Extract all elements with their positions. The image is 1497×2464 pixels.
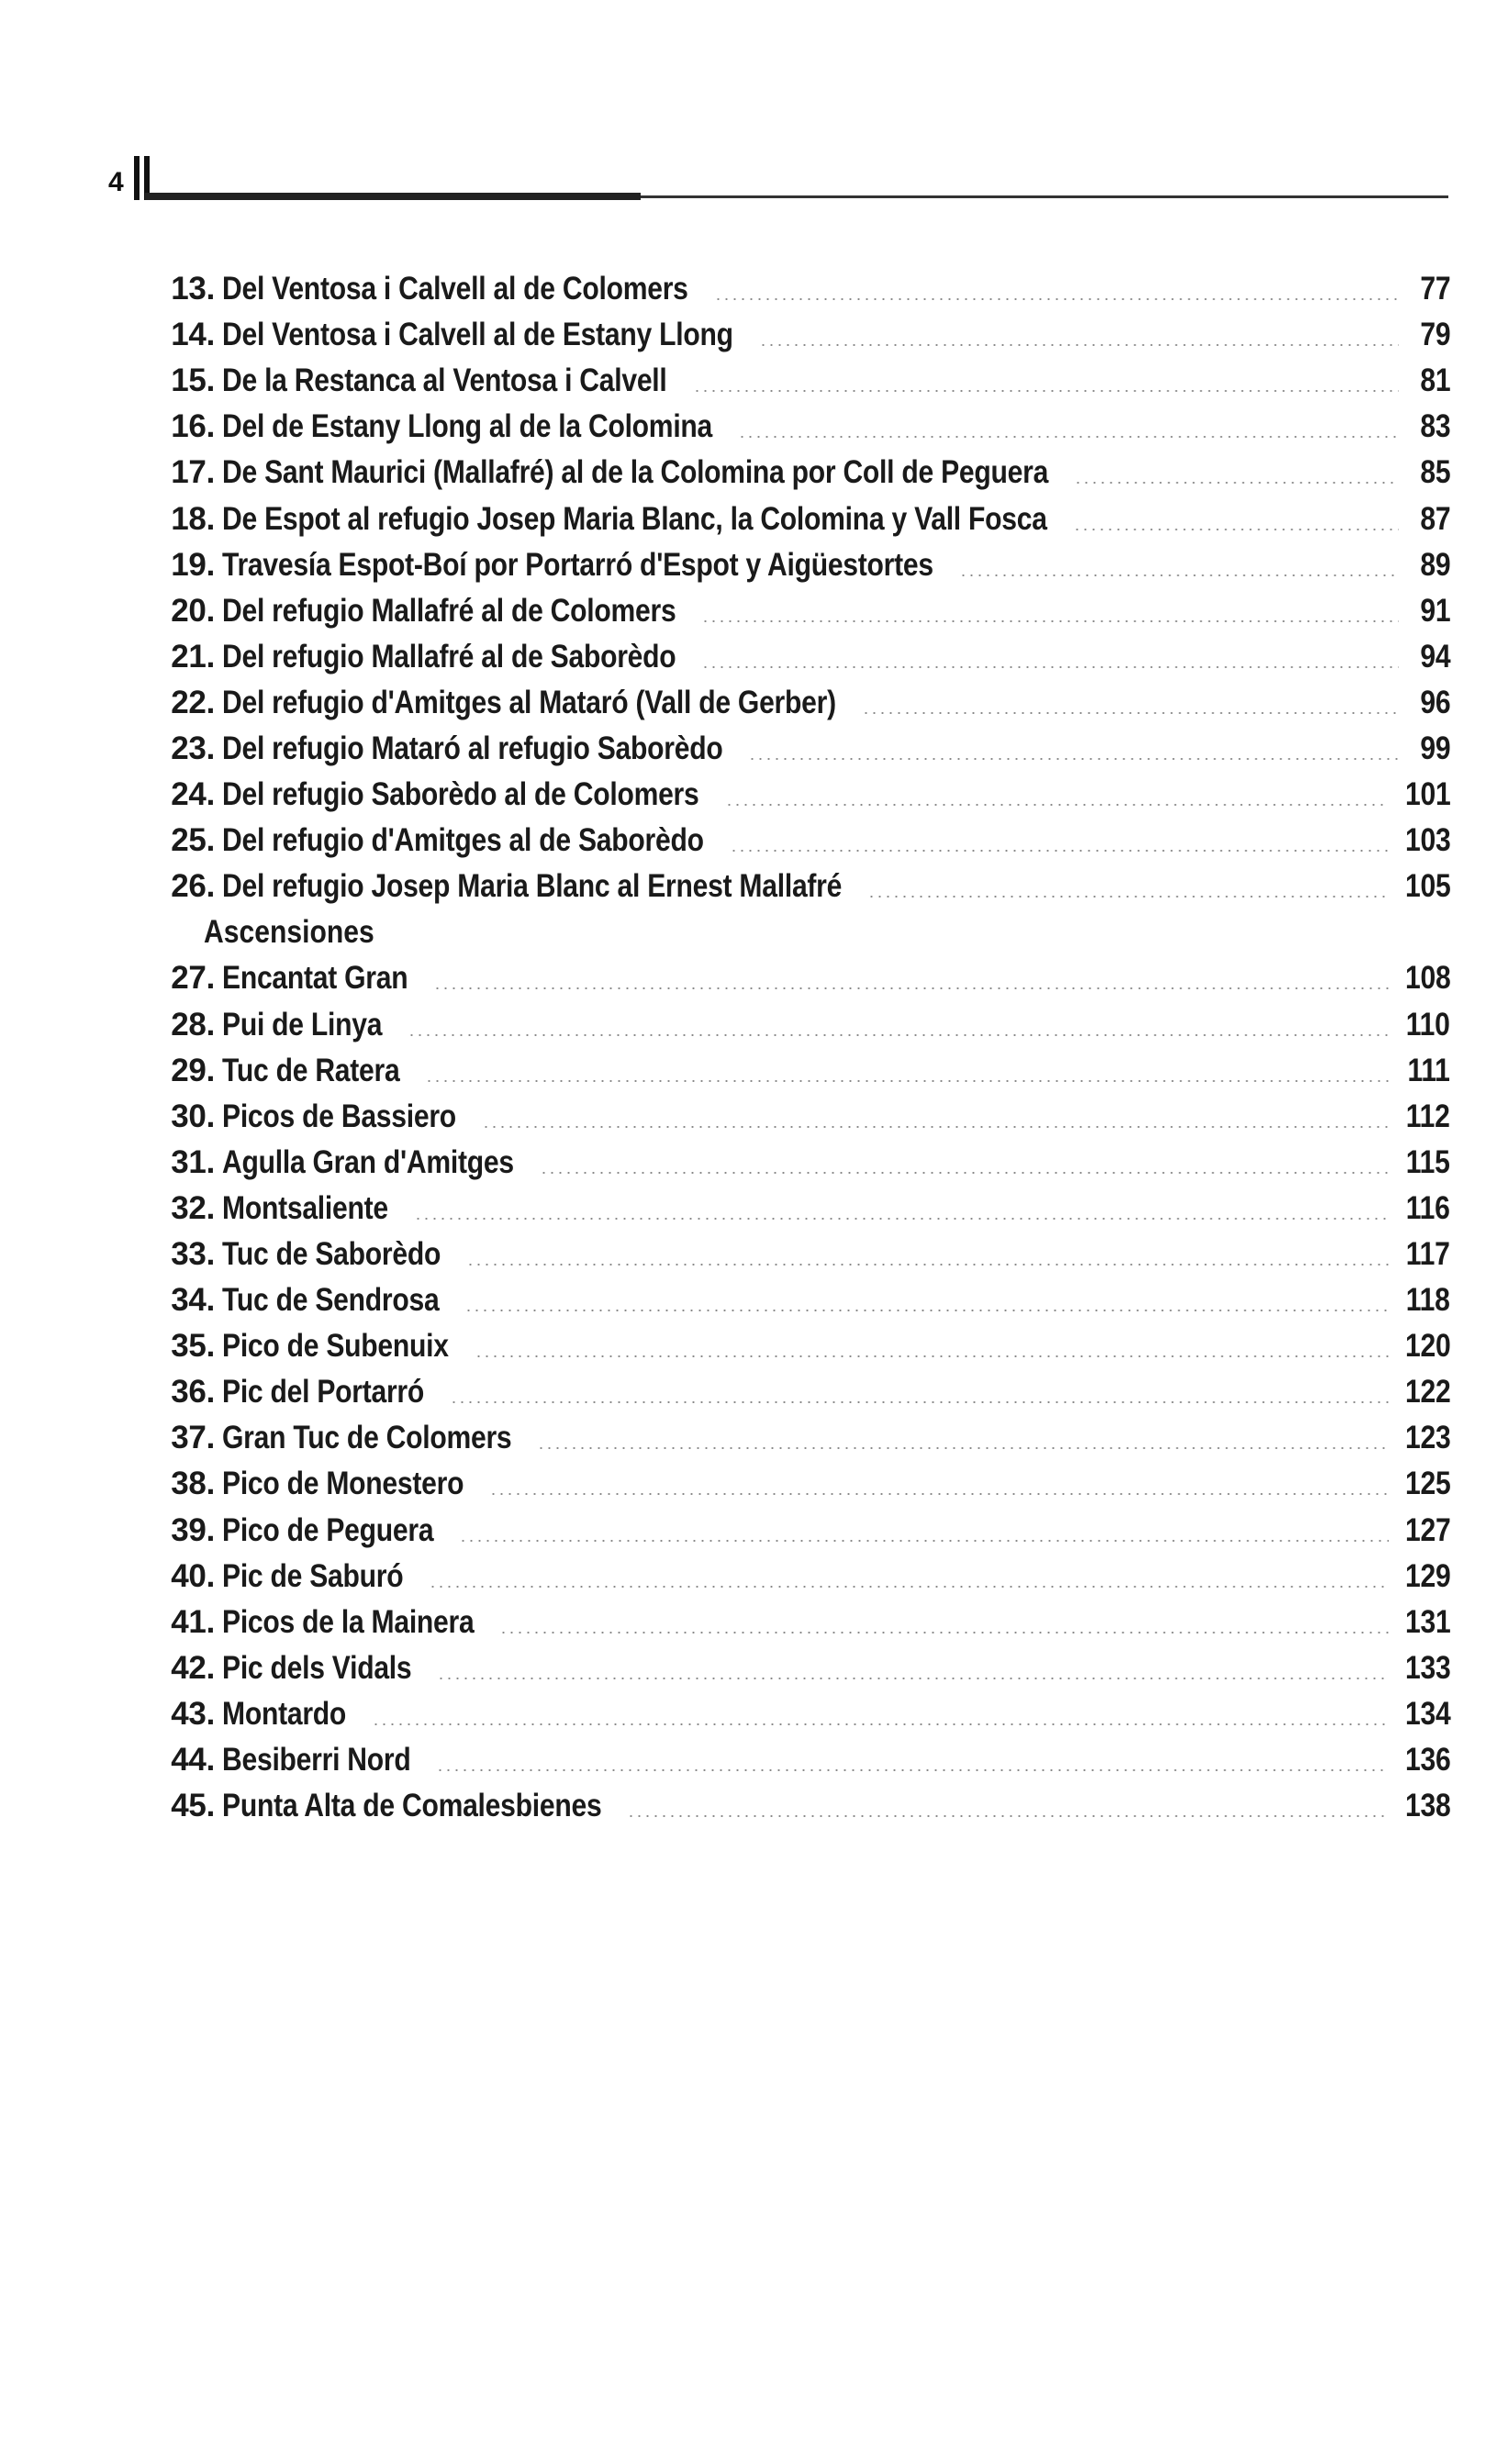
toc-entry-number: 31. [171,1143,215,1180]
toc-dot-leader [459,1540,1388,1542]
toc-entry-number: 40. [171,1557,215,1594]
toc-entry-page [1399,685,1450,721]
toc-entry-number: 24. [171,776,215,813]
toc-entry-title [215,1466,489,1502]
toc-entry-page [1389,1696,1451,1733]
toc-entry-title-text: Travesía Espot-Boí por Portarró d'Espot y Aigüestortes [222,546,933,583]
toc-dot-leader [408,1034,1390,1036]
toc-entry-number: 20. [171,592,215,629]
toc-entry-title-text: De Sant Maurici (Mallafré) al de la Colomina por Coll de Peguera [222,454,1049,491]
toc-dot-leader [540,1172,1391,1174]
toc-section-heading [156,909,1450,955]
toc-entry [156,496,1450,541]
toc-entry [156,772,1450,818]
toc-dot-leader [738,436,1399,438]
toc-entry-title [215,1144,540,1181]
toc-entry-page [1389,1604,1451,1641]
toc-dot-leader [464,1310,1390,1311]
toc-entry-title-text: Tuc de Saborèdo [222,1236,441,1273]
toc-entry-title-text: De la Restanca al Ventosa i Calvell [222,362,667,399]
toc-dot-leader [436,1769,1388,1771]
toc-entry-number: 13. [171,271,215,307]
toc-entry [156,726,1450,772]
toc-entry [156,1277,1450,1323]
toc-entry-title-text: Del de Estany Llong al de la Colomina [222,408,713,445]
page-header [108,156,1448,211]
toc-entry-page [1389,1466,1451,1502]
toc-entry-page-text: 110 [1406,1006,1450,1042]
toc-entry-page-text: 111 [1407,1052,1450,1088]
toc-entry-number: 16. [171,408,215,445]
toc-entry-page-text: 91 [1420,592,1450,629]
toc-entry [156,1461,1450,1507]
toc-entry-title-text: Montardo [222,1695,347,1732]
toc-dot-leader [730,850,1389,852]
toc-entry-page-text: 81 [1420,362,1450,399]
toc-entry-page [1390,1007,1450,1043]
toc-entry-title-text: Del Ventosa i Calvell al de Colomers [222,271,688,307]
toc-entry-number: 19. [171,546,215,583]
toc-entry-title [215,685,862,721]
toc-entry-title-text: Punta Alta de Comalesbienes [222,1788,602,1824]
toc-entry [156,358,1450,404]
toc-entry [156,1002,1450,1048]
toc-entry-page [1399,730,1450,767]
toc-entry [156,1415,1450,1461]
toc-entry-page-text: 112 [1406,1098,1450,1134]
toc-dot-leader [433,987,1388,989]
toc-entry-title [215,1236,466,1273]
toc-entry-page-text: 122 [1404,1374,1450,1410]
toc-entry-page-text: 123 [1404,1420,1450,1456]
toc-entry-number: 44. [171,1742,215,1778]
toc-entry-number: 28. [171,1006,215,1042]
toc-entry-page [1399,271,1450,307]
toc-entry-title-text: Del refugio d'Amitges al de Saborèdo [222,822,704,859]
toc-entry [156,1369,1450,1415]
toc-entry-page [1391,1053,1450,1089]
toc-entry-title [215,822,730,859]
toc-entry-title-text: Besiberri Nord [222,1742,411,1778]
toc-dot-leader [489,1493,1388,1495]
toc-entry-page [1399,593,1450,630]
toc-entry-page-text: 115 [1406,1143,1450,1180]
toc-entry [156,680,1450,726]
toc-dot-leader [499,1632,1388,1633]
toc-entry-page-text: 129 [1404,1557,1450,1594]
toc-entry-title-text: Agulla Gran d'Amitges [222,1143,514,1180]
toc-entry [156,542,1450,588]
toc-entry-title-text: Pico de Peguera [222,1511,434,1548]
toc-entry-title [215,776,725,813]
toc-entry-title [215,1374,450,1410]
toc-entry [156,266,1450,312]
toc-entry-title [215,593,701,630]
toc-entry [156,955,1450,1001]
toc-entry-page [1399,408,1450,445]
toc-entry [156,1783,1450,1829]
toc-entry-page [1399,501,1450,538]
toc-entry-title-text: Pico de Monestero [222,1466,464,1502]
toc-entry-page-text: 108 [1404,960,1450,997]
toc-entry-title [215,1558,429,1595]
toc-entry-title [215,960,433,997]
toc-entry-title [215,1328,475,1365]
toc-entry-page [1389,960,1451,997]
toc-entry-title-text: Pic del Portarró [222,1374,425,1410]
toc-entry-page [1399,454,1450,491]
toc-entry [156,1048,1450,1094]
toc-entry-title [215,1007,408,1043]
toc-entry-title [215,408,738,445]
toc-entry [156,1232,1450,1277]
toc-entry-page-text: 87 [1420,500,1450,537]
toc-dot-leader [372,1723,1388,1725]
toc-entry-number: 15. [171,362,215,399]
toc-dot-leader [482,1126,1391,1128]
toc-entry [156,588,1450,634]
toc-dot-leader [748,758,1399,760]
toc-dot-leader [862,712,1399,714]
toc-entry-title-text: Del refugio Mataró al refugio Saborèdo [222,730,723,766]
toc-entry [156,1094,1450,1140]
toc-entry-title [215,1604,499,1641]
toc-entry-title [215,1420,537,1456]
toc-dot-leader [693,390,1399,392]
toc-entry-page-text: 101 [1404,776,1450,813]
toc-entry-page-text: 99 [1420,730,1450,766]
toc-entry-title [215,1650,437,1687]
toc-entry-title-text: Pui de Linya [222,1006,383,1042]
toc-entry-page [1390,1236,1450,1273]
toc-entry-title-text: Tuc de Ratera [222,1052,400,1088]
toc-entry-page-text: 131 [1404,1603,1450,1640]
toc-dot-leader [701,620,1399,622]
toc-entry-page-text: 83 [1420,408,1450,445]
toc-entry-page [1389,1374,1451,1410]
toc-entry [156,1508,1450,1554]
toc-entry-number: 26. [171,868,215,905]
toc-entry-title-text: Del refugio Josep Maria Blanc al Ernest Mallafré [222,868,843,905]
toc-entry-number: 43. [171,1695,215,1732]
toc-entry-page [1390,1144,1450,1181]
toc-entry-title [215,868,867,905]
toc-entry-title-text: Pic dels Vidals [222,1649,412,1686]
toc-entry [156,1645,1450,1691]
toc-entry-page-text: 89 [1420,546,1450,583]
toc-dot-leader [714,298,1399,300]
toc-entry-title [215,1053,425,1089]
toc-entry-number: 32. [171,1189,215,1226]
toc-entry-title-text: Montsaliente [222,1189,388,1226]
toc-entry-page-text: 79 [1420,317,1450,353]
toc-entry-page-text: 138 [1404,1788,1450,1824]
toc-entry-title [215,1742,436,1778]
toc-entry [156,404,1450,450]
toc-entry [156,1323,1450,1369]
toc-dot-leader [959,574,1399,576]
toc-entry-title-text: Pico de Subenuix [222,1328,449,1365]
toc-entry-title-text: Del refugio d'Amitges al Mataró (Vall de Gerber) [222,684,836,720]
toc-entry-page-text: 120 [1404,1328,1450,1365]
toc-entry-page-text: 117 [1406,1236,1450,1273]
toc-entry-page [1389,822,1451,859]
toc-entry-page [1389,1328,1451,1365]
toc-dot-leader [414,1218,1391,1220]
toc-dot-leader [429,1586,1388,1588]
toc-entry-page-text: 127 [1404,1511,1450,1548]
toc-entry-page-text: 133 [1404,1649,1450,1686]
toc-entry-page [1399,362,1450,399]
toc-dot-leader [725,804,1389,806]
toc-entry-title-text: Del refugio Saborèdo al de Colomers [222,776,699,813]
toc-entry-page [1389,1512,1451,1549]
toc-entry [156,1691,1450,1737]
toc-entry-page-text: 134 [1404,1695,1450,1732]
toc-entry-page [1389,776,1451,813]
toc-entry [156,312,1450,358]
toc-entry-number: 45. [171,1788,215,1824]
toc-entry-title [215,501,1073,538]
toc-entry-title [215,362,693,399]
toc-entry-page [1390,1282,1450,1319]
toc-entry-number: 37. [171,1420,215,1456]
toc-entry-number: 23. [171,730,215,766]
toc-entry-number: 41. [171,1603,215,1640]
toc-entry-page-text: 105 [1404,868,1450,905]
toc-entry-page-text: 136 [1404,1742,1450,1778]
toc-entry-page [1399,547,1450,584]
toc-entry-title [215,1696,372,1733]
toc-entry-title-text: Pic de Saburó [222,1557,404,1594]
toc-entry-number: 27. [171,960,215,997]
toc-entry-title [215,1512,459,1549]
toc-dot-leader [537,1447,1388,1449]
toc-entry-page [1389,1420,1451,1456]
table-of-contents [156,266,1450,1829]
toc-entry-title [215,1190,414,1227]
header-rule-thick [145,193,641,200]
toc-entry-title [215,317,759,353]
toc-entry [156,818,1450,864]
toc-entry-page [1389,1788,1451,1824]
toc-entry [156,1554,1450,1600]
toc-entry-page [1389,868,1451,905]
toc-entry-title-text: Encantat Gran [222,960,408,997]
toc-section-heading-text: Ascensiones [204,914,374,951]
toc-entry-page-text: 94 [1420,638,1450,675]
toc-dot-leader [1073,529,1399,530]
toc-dot-leader [425,1080,1391,1082]
toc-entry [156,1600,1450,1645]
toc-entry-number: 30. [171,1098,215,1134]
toc-entry-page [1389,1742,1451,1778]
toc-entry [156,634,1450,680]
toc-dot-leader [437,1678,1388,1679]
toc-entry-page-text: 85 [1420,454,1450,491]
toc-entry-number: 38. [171,1466,215,1502]
toc-entry-page-text: 125 [1404,1466,1450,1502]
toc-entry-number: 14. [171,317,215,353]
toc-entry-title [215,454,1074,491]
toc-entry-title-text: Picos de la Mainera [222,1603,475,1640]
toc-entry-page-text: 118 [1406,1282,1450,1319]
toc-dot-leader [466,1264,1390,1265]
toc-dot-leader [475,1355,1389,1357]
toc-entry-number: 17. [171,454,215,491]
toc-entry-title [215,730,748,767]
toc-entry [156,1737,1450,1783]
toc-entry-page [1399,639,1450,675]
toc-entry-page [1390,1098,1450,1135]
toc-entry-number: 21. [171,638,215,675]
toc-entry-number: 18. [171,500,215,537]
toc-entry-page-text: 96 [1420,684,1450,720]
toc-dot-leader [867,896,1388,898]
toc-entry-title-text: Del Ventosa i Calvell al de Estany Llong [222,317,733,353]
toc-entry-title [215,1098,482,1135]
toc-entry-title [215,1282,464,1319]
toc-entry-page-text: 116 [1406,1189,1450,1226]
toc-entry-title-text: Tuc de Sendrosa [222,1282,440,1319]
toc-entry-title-text: De Espot al refugio Josep Maria Blanc, la Colomina y Vall Fosca [222,500,1047,537]
toc-entry [156,1140,1450,1186]
toc-dot-leader [627,1815,1388,1817]
toc-entry [156,864,1450,909]
toc-entry-number: 35. [171,1328,215,1365]
toc-entry-title-text: Picos de Bassiero [222,1098,456,1134]
toc-entry-number: 25. [171,822,215,859]
toc-entry-number: 22. [171,684,215,720]
toc-entry-page [1389,1558,1451,1595]
toc-dot-leader [1074,482,1399,484]
toc-entry-number: 34. [171,1282,215,1319]
toc-entry-number: 29. [171,1052,215,1088]
toc-entry-title-text: Del refugio Mallafré al de Saborèdo [222,638,676,675]
toc-entry-page [1389,1650,1451,1687]
toc-entry-number: 33. [171,1236,215,1273]
toc-entry [156,1186,1450,1232]
toc-entry-page [1390,1190,1450,1227]
toc-dot-leader [450,1401,1388,1403]
toc-entry-title-text: Del refugio Mallafré al de Colomers [222,592,676,629]
toc-entry-page-text: 77 [1420,271,1450,307]
page-number: 4 [108,167,124,197]
toc-entry-page [1399,317,1450,353]
toc-dot-leader [759,344,1399,346]
toc-dot-leader [701,666,1399,668]
toc-entry-title [215,639,701,675]
toc-entry-number: 36. [171,1374,215,1410]
toc-entry-page-text: 103 [1404,822,1450,859]
toc-entry-title-text: Gran Tuc de Colomers [222,1420,512,1456]
toc-entry-title [215,1788,627,1824]
toc-entry-title [215,547,959,584]
toc-entry-number: 42. [171,1649,215,1686]
toc-entry-title [215,271,714,307]
toc-entry-number: 39. [171,1511,215,1548]
toc-entry [156,450,1450,496]
